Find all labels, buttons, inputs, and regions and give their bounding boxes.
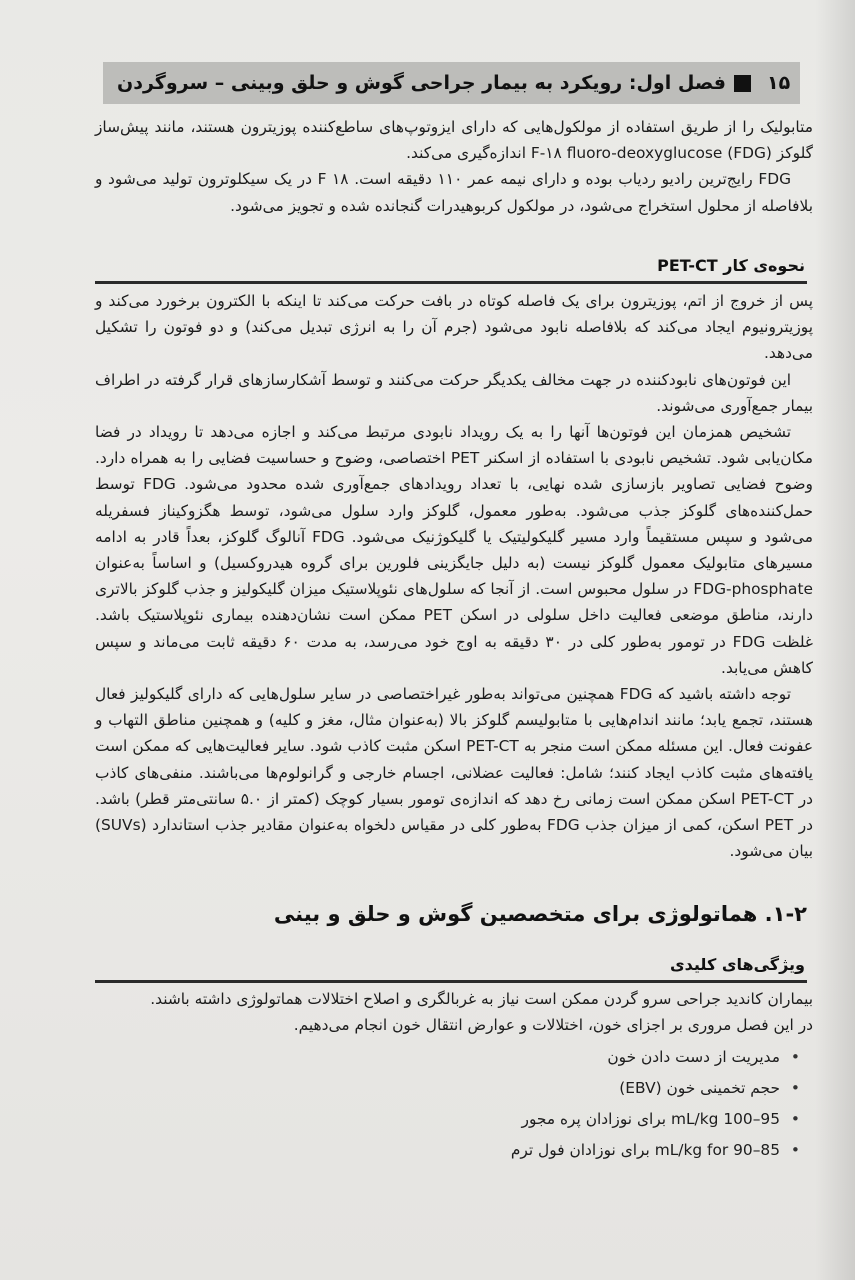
- chapter-title: فصل اول: رویکرد به بیمار جراحی گوش و حلق وبینی – سروگردن: [117, 72, 726, 94]
- header-square-icon: [734, 75, 751, 92]
- blood-management-list: [150, 1044, 800, 1168]
- intro-text: [95, 114, 813, 219]
- chapter-header-bar: [103, 62, 800, 104]
- key-features-rule: [95, 980, 807, 983]
- key-features-heading: ویژگی‌های کلیدی: [669, 955, 805, 974]
- how-it-works-text: [95, 288, 813, 864]
- list-item: • حجم تخمینی خون (EBV): [150, 1075, 800, 1101]
- how-it-works-rule: [95, 281, 807, 284]
- list-item: • 85–90 mL/kg for برای نوزادان فول ترم: [150, 1137, 800, 1163]
- intro-paragraph-1: متابولیک را از طریق استفاده از مولکول‌هایی که دارای ایزوتوپ‌های ساطع‌کننده پوزیترون هستند، مانند پیش‌ساز گلوکز F-۱۸ fluoro-deoxyglucose (FDG) اندازه‌گیری می‌کند.: [95, 118, 813, 163]
- section-text: [95, 986, 813, 1038]
- how-it-works-paragraph-3: تشخیص همزمان این فوتون‌ها آنها را به یک رویداد نابودی مرتبط می‌کند و اجازه می‌دهد تا رویداد در فضا مکان‌یابی شود. تشخیص نابودی با استفاده از اسکنر PET اختصاصی، وضوح و حساسیت فضایی را به همراه دارد. وضوح فضایی تصاویر بازسازی شده نهایی، با تعداد رویدادهای جمع‌آوری شده محدود می‌شود. FDG توسط حمل‌کننده‌های گلوکز جذب می‌شود. به‌طور معمول، گلوکز وارد سلول می‌شود، توسط هگزوکیناز فسفریله می‌شود و سپس مستقیماً وارد مسیر گلیکولیتیک یا گلیکوژنیک می‌شود. FDG آنالوگ گلوکز، بعداً قادر به ادامه مسیرهای متابولیک معمول گلوکز نیست (به دلیل جایگزینی فلورین برای گروه هیدروکسیل) و اساساً به‌عنوان FDG-phosphate در سلول محبوس است. از آنجا که سلول‌های نئوپلاستیک میزان گلیکولیز و جذب گلوکز بالاتری دارند، مناطق موضعی فعالیت داخل سلولی در اسکن PET ممکن است نشان‌دهنده بیماری نئوپلاستیک باشد. غلظت FDG در تومور به‌طور کلی در ۳۰ دقیقه به اوج خود می‌رسد، به مدت ۶۰ دقیقه ثابت می‌ماند و سپس کاهش می‌یابد.: [95, 423, 814, 677]
- list-item: • 95–100 mL/kg برای نوزادان پره مجور: [150, 1106, 800, 1132]
- list-item: • مدیریت از دست دادن خون: [150, 1044, 800, 1070]
- section-heading: ۱-۲. هماتولوژی برای متخصصین گوش و حلق و بینی: [273, 902, 807, 926]
- section-paragraph-1: بیماران کاندید جراحی سرو گردن ممکن است نیاز به غربالگری و اصلاح اختلالات هماتولوژی داشته باشند.: [150, 990, 813, 1008]
- page-gutter-shadow: [815, 0, 855, 1280]
- how-it-works-paragraph-2: این فوتون‌های نابودکننده در جهت مخالف یکدیگر حرکت می‌کنند و توسط آشکارسازهای قرار گرفته در اطراف بیمار جمع‌آوری می‌شوند.: [95, 370, 813, 415]
- how-it-works-heading: نحوه‌ی کار PET-CT: [657, 256, 805, 275]
- how-it-works-paragraph-1: پس از خروج از اتم، پوزیترون برای یک فاصله کوتاه در بافت حرکت می‌کند تا اینکه با الکترون برخورد می‌کند و پوزیترونیوم ایجاد می‌کند که بلافاصله نابود می‌شود (جرم آن را به انرژی تبدیل می‌کند) و دو فوتون را تشکیل می‌دهد.: [95, 292, 813, 363]
- page-number: ۱۵: [766, 72, 791, 94]
- how-it-works-paragraph-4: توجه داشته باشید که FDG همچنین می‌تواند به‌طور غیراختصاصی در سایر سلول‌هایی که دارای گلیکولیز فعال هستند، تجمع یابد؛ مانند اندام‌هایی با متابولیسم گلوکز بالا (به‌عنوان مثال، مغز و کلیه) و همچنین مناطق التهاب و عفونت فعال. این مسئله ممکن است منجر به PET-CT اسکن مثبت کاذب شود. سایر فعالیت‌هایی که ممکن است یافته‌های مثبت کاذب ایجاد کنند؛ شامل: فعالیت عضلانی، اجسام خارجی و گرانولوم‌ها می‌باشند. منفی‌های کاذب در PET-CT اسکن ممکن است زمانی رخ دهد که اندازه‌ی تومور بسیار کوچک (کمتر از ۵.۰ سانتی‌متر قطر) باشد. در PET اسکن، کمی از میزان جذب FDG به‌طور کلی در مقیاس دلخواه به‌عنوان مقادیر جذب استاندارد (SUVs) بیان می‌شود.: [95, 685, 814, 861]
- section-paragraph-2: در این فصل مروری بر اجزای خون، اختلالات و عوارض انتقال خون انجام می‌دهیم.: [293, 1016, 813, 1035]
- intro-paragraph-2: FDG رایج‌ترین رادیو ردیاب بوده و دارای نیمه عمر ۱۱۰ دقیقه است. F ۱۸ در یک سیکلوترون تولید می‌شود و بلافاصله از محلول استخراج می‌شود، در مولکول کربوهیدرات گنجانده شده و تجویز می‌شود.: [95, 170, 813, 215]
